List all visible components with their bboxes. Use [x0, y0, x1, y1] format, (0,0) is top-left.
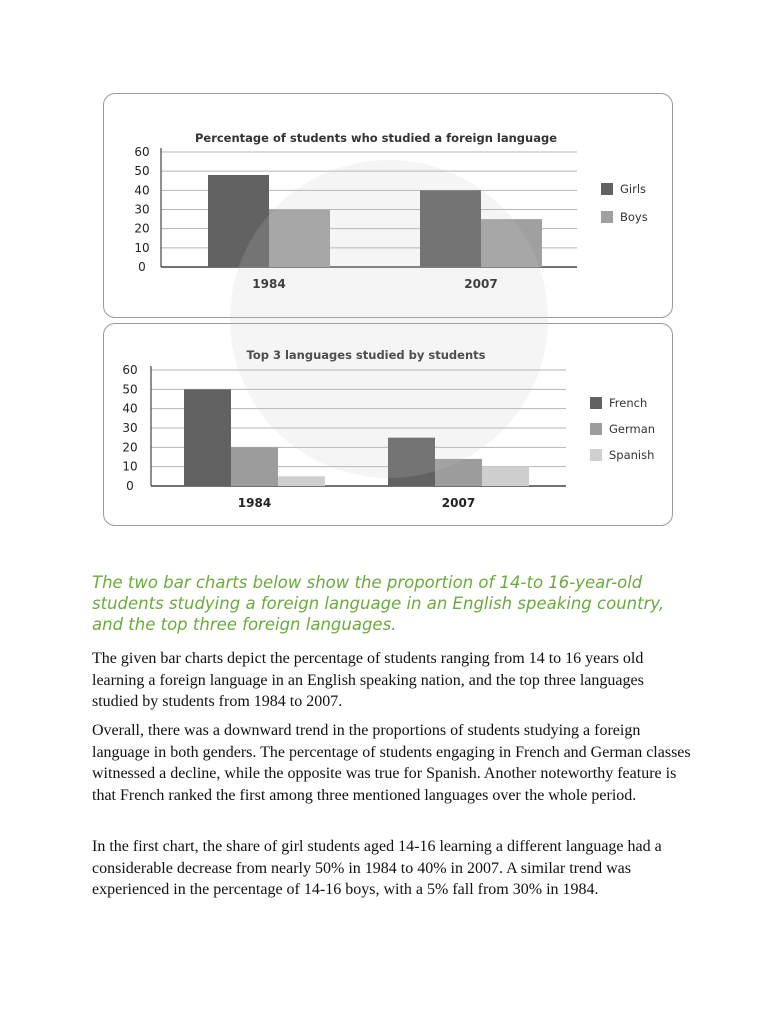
- legend-label-boys: Boys: [620, 210, 648, 224]
- x-tick-label: 1984: [252, 277, 286, 291]
- bar-french-2007: [388, 438, 435, 486]
- legend-swatch-spanish: [590, 449, 602, 461]
- task-heading: The two bar charts below show the proportion of 14-to 16-year-old students studying a foreign language in an English speaking country, and the top three foreign languages.: [92, 573, 665, 634]
- bar-french-1984: [184, 389, 231, 486]
- y-tick-label: 10: [134, 240, 150, 255]
- bar-spanish-2007: [482, 467, 529, 486]
- legend-label-girls: Girls: [620, 182, 647, 196]
- chart-title: Percentage of students who studied a foreign language: [194, 131, 558, 145]
- paragraph-details: In the first chart, the share of girl students aged 14-16 learning a different language had a considerable decrease from nearly 50% in 1984 to 40% in 2007. A similar trend was experienced in the percentage of 14-16 boys, with a 5% fall from 30% in 1984.: [92, 838, 662, 898]
- y-tick-label: 50: [134, 164, 150, 179]
- chart-panel-foreign-language: [103, 93, 673, 318]
- y-tick-label: 20: [134, 221, 150, 236]
- bar-spanish-1984: [278, 476, 325, 486]
- y-tick-label: 30: [134, 202, 150, 217]
- bar-german-2007: [435, 459, 482, 486]
- legend-swatch-boys: [601, 211, 613, 223]
- y-tick-label: 60: [122, 363, 138, 377]
- paragraph-overview: Overall, there was a downward trend in the proportions of students studying a foreign language in both genders. The percentage of students engaging in French and German classes witnessed a decline, while the opposite was true for Spanish. Another noteworthy feature is that French ranked the first among three mentioned languages over the whole period.: [92, 722, 691, 804]
- bar-boys-2007: [481, 219, 542, 267]
- y-tick-label: 40: [122, 401, 138, 416]
- chart-panel-top-languages: [103, 323, 673, 526]
- x-tick-label: 2007: [441, 496, 476, 510]
- legend-label-french: French: [609, 396, 648, 410]
- bar-girls-1984: [208, 175, 269, 267]
- chart-top-languages: [104, 324, 674, 527]
- legend-swatch-girls: [601, 183, 613, 195]
- x-tick-label: 2007: [464, 277, 498, 291]
- legend-swatch-german: [590, 423, 602, 435]
- y-tick-label: 40: [134, 183, 150, 198]
- paragraph-intro: The given bar charts depict the percentage of students ranging from 14 to 16 years old learning a foreign language in an English speaking nation, and the top three languages studied by students from 1984 to 2007.: [92, 650, 644, 710]
- y-tick-label: 0: [126, 479, 134, 493]
- bar-german-1984: [231, 447, 278, 486]
- y-tick-label: 0: [138, 260, 146, 274]
- legend-label-german: German: [609, 422, 656, 436]
- bar-girls-2007: [420, 190, 481, 267]
- y-tick-label: 20: [122, 440, 138, 455]
- bar-boys-1984: [269, 210, 330, 268]
- legend-swatch-french: [590, 397, 602, 409]
- x-tick-label: 1984: [237, 496, 272, 510]
- y-tick-label: 10: [122, 459, 138, 474]
- chart-title: Top 3 languages studied by students: [246, 348, 486, 362]
- y-tick-label: 50: [122, 382, 138, 397]
- y-tick-label: 30: [122, 421, 138, 435]
- y-tick-label: 60: [134, 145, 150, 159]
- chart-foreign-language-by-gender: [104, 94, 674, 319]
- legend-label-spanish: Spanish: [609, 448, 655, 462]
